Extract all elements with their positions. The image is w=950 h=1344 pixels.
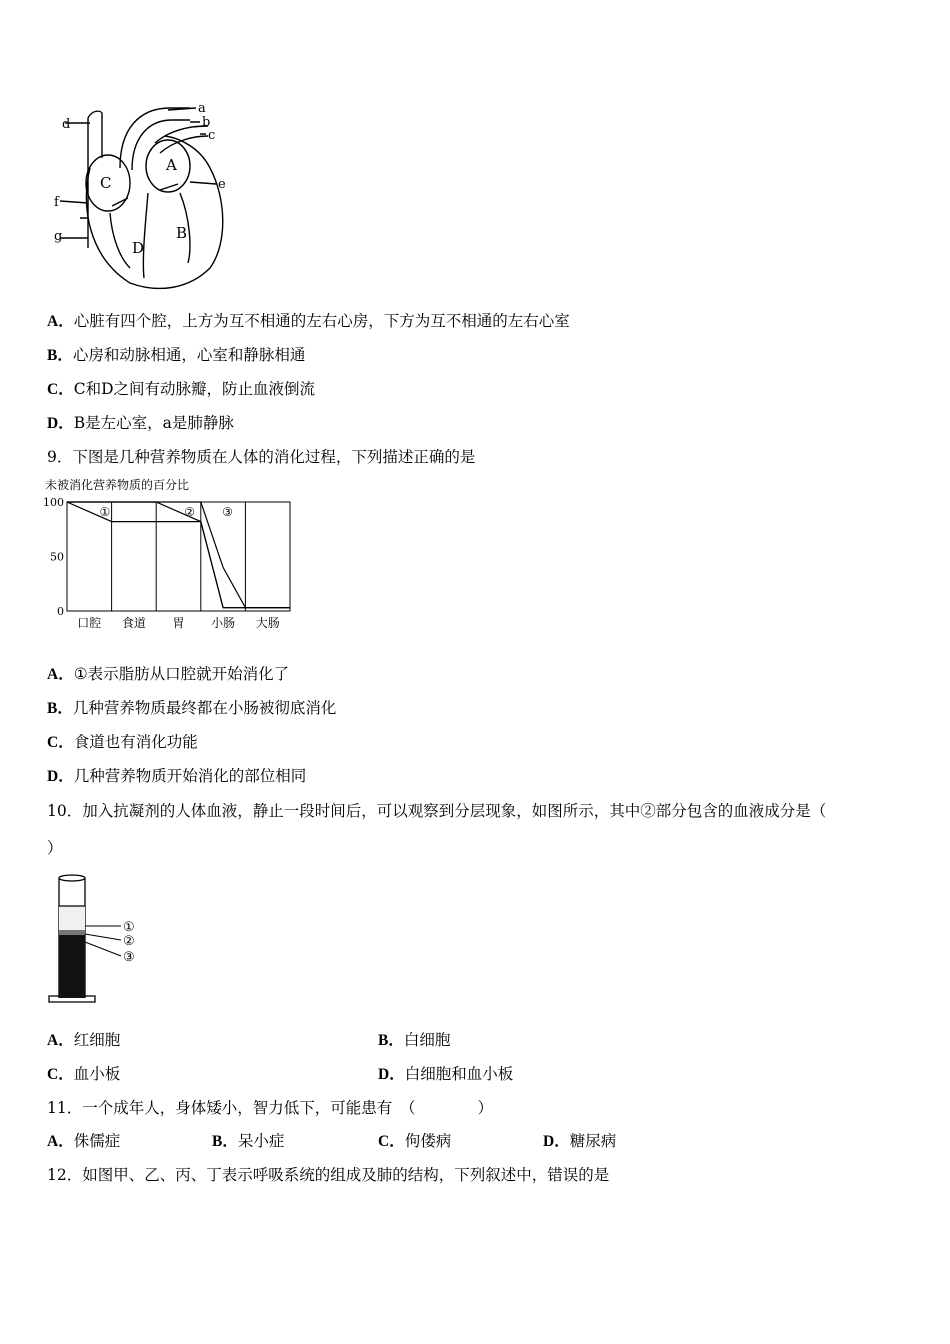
option-letter: C． [47, 734, 74, 751]
q8-option-a[interactable] [47, 311, 570, 332]
option-text: ①表示脂肪从口腔就开始消化了 [73, 665, 290, 683]
option-letter: D． [47, 768, 74, 785]
chart-series-label: ③ [222, 505, 233, 519]
chart-xtick-label: 胃 [172, 616, 185, 630]
label-A: A [166, 156, 177, 174]
q10-option-a[interactable] [47, 1030, 120, 1051]
q10-option-c[interactable] [47, 1064, 120, 1085]
option-text: 几种营养物质最终都在小肠被彻底消化 [72, 699, 337, 717]
option-text: 白细胞和血小板 [404, 1065, 514, 1083]
option-letter: A． [47, 313, 74, 330]
tube-label-3: ③ [123, 950, 135, 965]
chart-series-label: ② [184, 505, 196, 519]
label-B: B [176, 224, 188, 242]
option-letter: D． [47, 415, 74, 432]
option-text: 糖尿病 [569, 1132, 617, 1150]
option-letter: B． [378, 1032, 404, 1049]
q9-option-a[interactable] [47, 664, 289, 685]
q11-stem: 11．一个成年人，身体矮小，智力低下，可能患有 （ ） [47, 1099, 493, 1117]
option-letter: A． [47, 1133, 74, 1150]
chart-ytick-label: 0 [57, 605, 64, 618]
option-letter: A． [47, 1032, 74, 1049]
blood-tube-diagram [45, 870, 155, 1010]
q9-option-b[interactable] [47, 698, 336, 719]
q11-option-b[interactable] [212, 1131, 284, 1152]
option-text: 几种营养物质开始消化的部位相同 [73, 767, 307, 785]
tube-label-2: ② [123, 934, 135, 949]
option-letter: C． [378, 1133, 405, 1150]
label-d: d [62, 117, 71, 132]
q10-option-b[interactable] [378, 1030, 450, 1051]
option-text: 心脏有四个腔，上方为互不相通的左右心房，下方为互不相通的左右心室 [73, 312, 570, 330]
q8-option-b[interactable] [47, 345, 305, 366]
label-e: e [218, 177, 226, 192]
option-text: 红细胞 [73, 1031, 121, 1049]
q9-stem: 9．下图是几种营养物质在人体的消化过程，下列描述正确的是 [47, 448, 476, 466]
option-text: B是左心室，a是肺静脉 [73, 414, 234, 432]
chart-xtick-label: 大肠 [255, 616, 280, 630]
chart-xtick-label: 食道 [121, 616, 146, 630]
option-letter: D． [378, 1066, 405, 1083]
option-text: 佝偻病 [404, 1132, 452, 1150]
chart-series-label: ① [99, 505, 111, 519]
label-g: g [54, 229, 63, 244]
q8-option-c[interactable] [47, 379, 315, 400]
label-c: c [208, 128, 216, 143]
option-text: 侏儒症 [73, 1132, 121, 1150]
digestion-chart [40, 474, 300, 634]
q10-stem-line2: ） [47, 839, 63, 857]
option-letter: D． [543, 1133, 570, 1150]
chart-xtick-label: 小肠 [211, 616, 236, 630]
option-text: C和D之间有动脉瓣，防止血液倒流 [73, 380, 315, 398]
q11-option-a[interactable] [47, 1131, 120, 1152]
option-letter: B． [47, 347, 73, 364]
option-letter: C． [47, 1066, 74, 1083]
option-text: 呆小症 [237, 1132, 285, 1150]
tube-label-1: ① [123, 920, 135, 935]
chart-title: 未被消化营养物质的百分比 [45, 478, 190, 492]
chart-ytick-label: 100 [43, 496, 64, 509]
q10-option-d[interactable] [378, 1064, 513, 1085]
q10-stem-line1: 10．加入抗凝剂的人体血液，静止一段时间后，可以观察到分层现象，如图所示，其中②部分包含的血液成分是（ [47, 802, 827, 820]
option-text: 血小板 [73, 1065, 121, 1083]
option-letter: C． [47, 381, 74, 398]
q8-option-d[interactable] [47, 413, 234, 434]
q9-option-d[interactable] [47, 766, 306, 787]
label-a: a [198, 101, 206, 116]
option-text: 心房和动脉相通，心室和静脉相通 [72, 346, 306, 364]
q11-option-d[interactable] [543, 1131, 616, 1152]
label-b: b [202, 115, 211, 130]
label-D: D [132, 239, 145, 257]
label-f: f [54, 195, 59, 210]
chart-ytick-label: 50 [50, 550, 64, 564]
q9-option-c[interactable] [47, 732, 198, 753]
option-letter: A． [47, 666, 74, 683]
option-letter: B． [47, 700, 73, 717]
option-text: 食道也有消化功能 [73, 733, 198, 751]
label-C: C [100, 174, 112, 192]
q12-stem: 12．如图甲、乙、丙、丁表示呼吸系统的组成及肺的结构，下列叙述中，错误的是 [47, 1166, 610, 1184]
heart-diagram [50, 98, 240, 293]
chart-xtick-label: 口腔 [77, 616, 102, 630]
option-letter: B． [212, 1133, 238, 1150]
q11-option-c[interactable] [378, 1131, 451, 1152]
option-text: 白细胞 [403, 1031, 451, 1049]
